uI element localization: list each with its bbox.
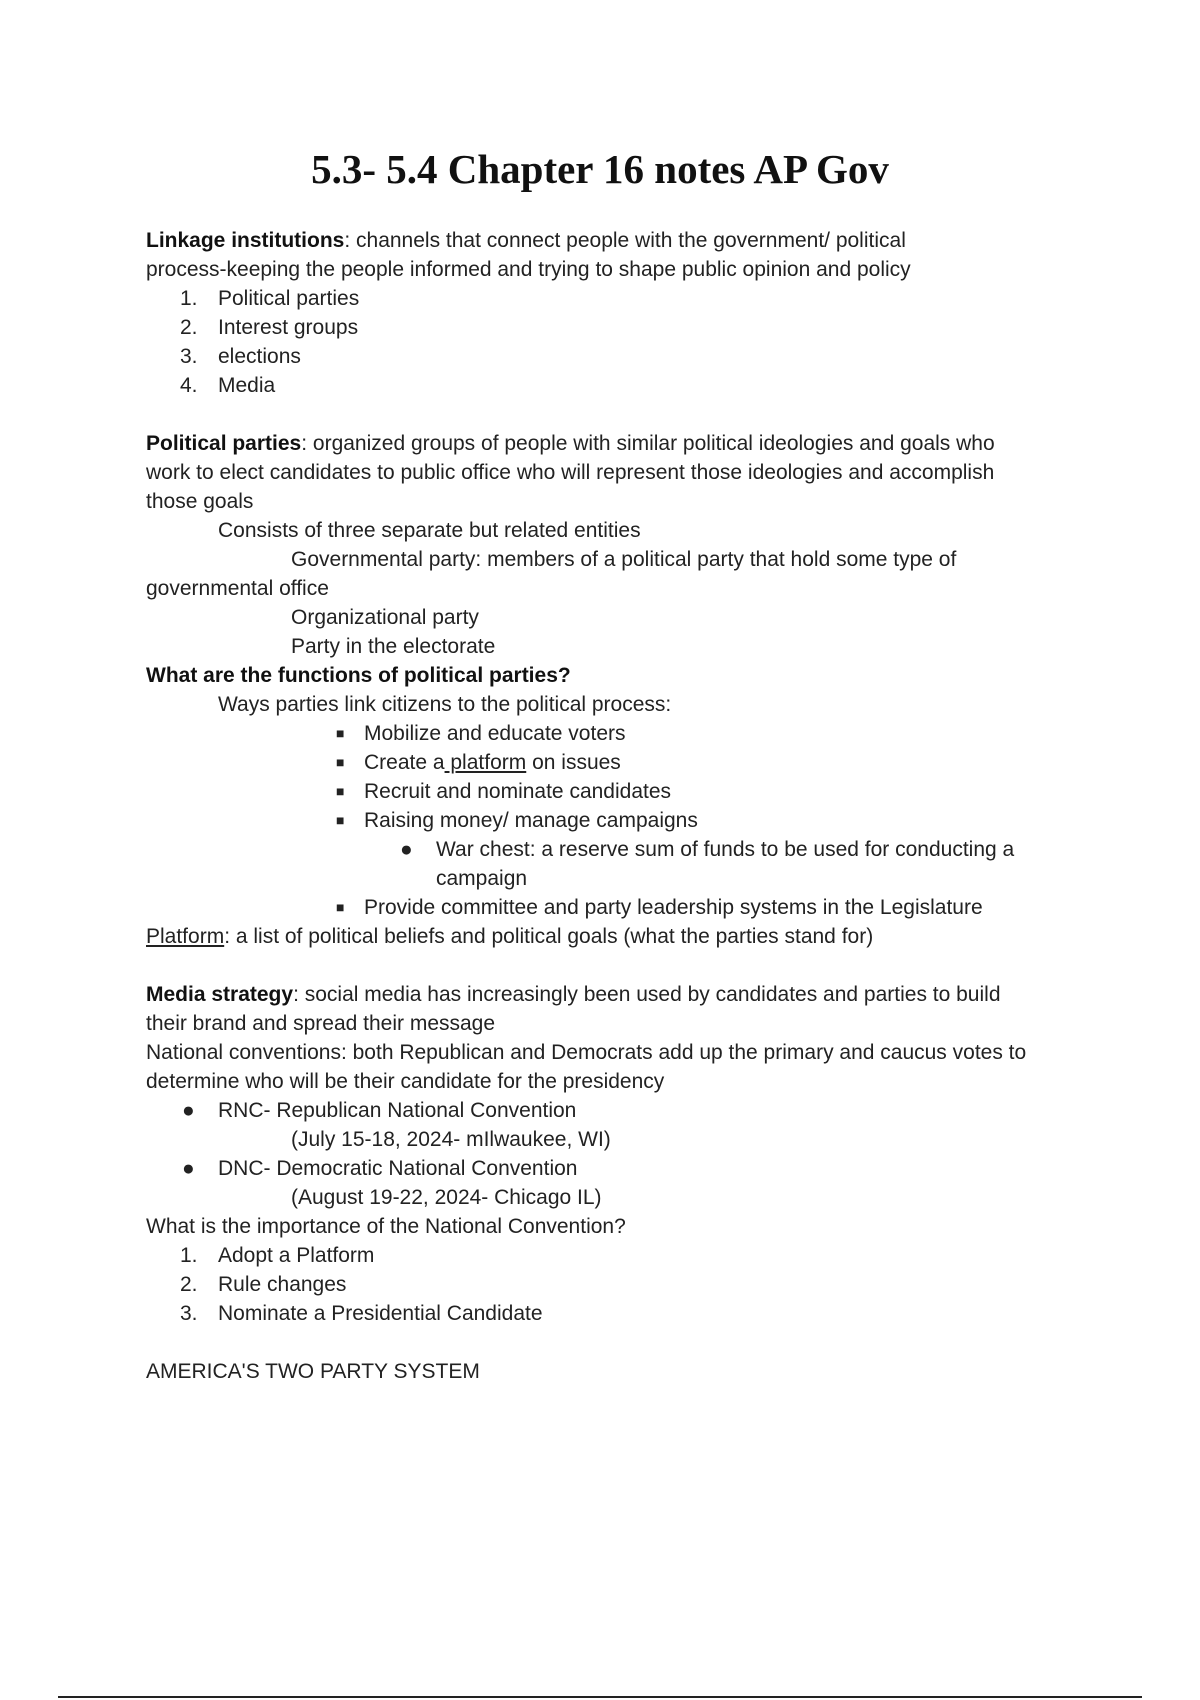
list-item [146,806,1086,835]
list-item [146,284,1086,313]
parties-definition [146,429,1086,458]
square-bullet-icon: ■ [336,812,345,828]
list-item [146,719,1086,748]
square-bullet-icon: ■ [336,725,345,741]
list-item [146,1154,1086,1183]
list-item-text: Adopt a Platform [218,1244,375,1267]
list-item-text: Media [218,374,276,397]
list-item [146,342,1086,371]
platform-term: Platform [146,925,225,948]
square-bullet-icon: ■ [336,754,345,770]
importance-question: What is the importance of the National Convention? [146,1215,626,1238]
list-item [146,1241,1086,1270]
parties-def-2: work to elect candidates to public office who will represent those ideologies and accomplish [146,461,995,484]
round-bullet-icon: ● [400,838,413,861]
list-number: 2. [180,1273,198,1296]
platform-definition [146,922,1086,951]
list-item [146,313,1086,342]
square-bullet-icon: ■ [336,783,345,799]
round-bullet-icon: ● [182,1099,195,1122]
media-term: Media strategy [146,983,294,1006]
conventions-line-2: determine who will be their candidate for the presidency [146,1070,665,1093]
list-item [146,835,1086,893]
list-item [146,748,1086,777]
round-bullet-icon: ● [182,1157,195,1180]
list-item [146,1299,1086,1328]
functions-intro: Ways parties link citizens to the political process: [218,693,672,716]
square-bullet-icon: ■ [336,899,345,915]
linkage-def-1: : channels that connect people with the government/ political [344,229,906,252]
list-item-text: Rule changes [218,1273,347,1296]
list-item-text: Political parties [218,287,360,310]
list-item-text: Nominate a Presidential Candidate [218,1302,543,1325]
dnc-detail: (August 19-22, 2024- Chicago IL) [291,1186,602,1209]
blank-line [146,1328,1086,1357]
media-def-2: their brand and spread their message [146,1012,496,1035]
linkage-def-2: process-keeping the people informed and trying to shape public opinion and policy [146,258,911,281]
parties-def-1: : organized groups of people with similar political ideologies and goals who [301,432,995,455]
dnc-text: DNC- Democratic National Convention [218,1157,578,1180]
list-item-text: Interest groups [218,316,359,339]
list-item [146,1096,1086,1125]
list-item-text: Recruit and nominate candidates [364,780,672,803]
list-number: 1. [180,287,198,310]
list-item-text: Raising money/ manage campaigns [364,809,698,832]
list-item-text: on issues [526,751,621,774]
blank-line [146,400,1086,429]
functions-question: What are the functions of political parties? [146,664,571,687]
list-number: 3. [180,345,198,368]
media-definition [146,980,1086,1009]
parties-term: Political parties [146,432,302,455]
parties-consists: Consists of three separate but related entities [218,519,641,542]
list-item [146,371,1086,400]
parties-def-3: those goals [146,490,254,513]
war-chest-text: War chest: a reserve sum of funds to be used for conducting a campaign [436,838,1015,890]
conventions-line-1: National conventions: both Republican and Democrats add up the primary and caucus votes to [146,1041,1027,1064]
linkage-term: Linkage institutions [146,229,345,252]
document-body [146,226,1086,1386]
party-in-electorate: Party in the electorate [291,635,496,658]
two-party-heading: AMERICA'S TWO PARTY SYSTEM [146,1360,480,1383]
list-item [146,893,1086,922]
rnc-detail: (July 15-18, 2024- mIlwaukee, WI) [291,1128,611,1151]
list-number: 1. [180,1244,198,1267]
list-item-text: elections [218,345,301,368]
page-bottom-rule [58,1696,1142,1698]
list-number: 4. [180,374,198,397]
organizational-party: Organizational party [291,606,479,629]
list-item [146,1270,1086,1299]
page-title: 5.3- 5.4 Chapter 16 notes AP Gov [311,146,889,192]
media-def-1: : social media has increasingly been used by candidates and parties to build [293,983,1001,1006]
platform-def: : a list of political beliefs and political goals (what the parties stand for) [224,925,874,948]
blank-line [146,951,1086,980]
governmental-party-1: Governmental party: members of a political party that hold some type of [291,548,957,571]
list-item-text: Create a [364,751,445,774]
list-item-text: Provide committee and party leadership systems in the Legislature [364,896,983,919]
list-item [146,777,1086,806]
linkage-definition [146,226,1086,255]
list-number: 3. [180,1302,198,1325]
platform-link: platform [444,751,527,774]
list-item-text: Mobilize and educate voters [364,722,626,745]
governmental-party-2: governmental office [146,577,329,600]
list-number: 2. [180,316,198,339]
rnc-text: RNC- Republican National Convention [218,1099,577,1122]
